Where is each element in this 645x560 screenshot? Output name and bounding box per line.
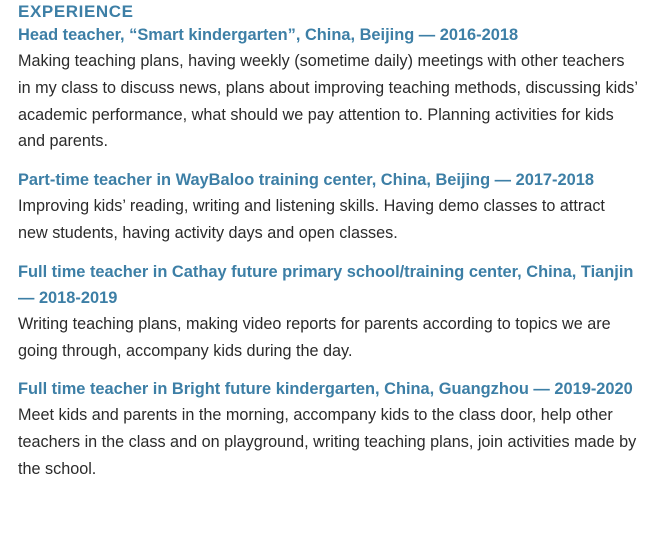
experience-section (18, 2, 638, 495)
entry-description: Improving kids’ reading, writing and listening skills. Having demo classes to attract new students, having activity days and open classes. (18, 197, 605, 242)
entry-title: Part-time teacher in WayBaloo training center, China, Beijing — 2017-2018 (18, 171, 594, 190)
experience-entry (18, 259, 638, 365)
entry-description: Writing teaching plans, making video reports for parents according to topics we are going through, accompany kids during the day. (18, 314, 611, 360)
section-title: EXPERIENCE (18, 2, 134, 21)
entry-description: Making teaching plans, having weekly (sometime daily) meetings with other teachers in my class to discuss news, plans about improving teaching methods, discussing kids’ academic performance, what should we pay attention to. Planning activities for kids and parents. (18, 52, 638, 151)
experience-entry (18, 376, 638, 482)
experience-entry (18, 167, 638, 247)
entry-title: Head teacher, “Smart kindergarten”, China, Beijing — 2016-2018 (18, 26, 519, 44)
entry-description: Meet kids and parents in the morning, accompany kids to the class door, help other teachers in the class and on playground, writing teaching plans, join activities made by the school. (18, 406, 637, 478)
entry-title: Full time teacher in Bright future kindergarten, China, Guangzhou — 2019-2020 (18, 380, 633, 399)
experience-entry (18, 22, 638, 155)
entry-title: Full time teacher in Cathay future primary school/training center, China, Tianjin — 2018-2019 (18, 262, 634, 307)
